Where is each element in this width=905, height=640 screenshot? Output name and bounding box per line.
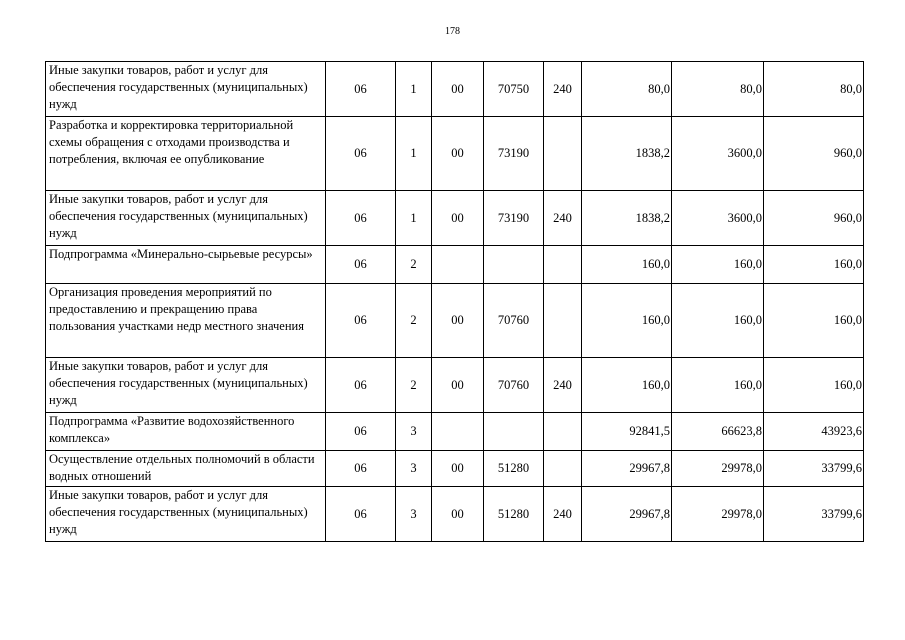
row-year3: 80,0 (764, 62, 864, 117)
table-row (46, 358, 864, 413)
row-section: 06 (326, 487, 396, 542)
row-code: 51280 (484, 451, 544, 487)
row-year1: 160,0 (582, 284, 672, 358)
row-subsection: 2 (396, 246, 432, 284)
row-year2: 29978,0 (672, 451, 764, 487)
row-year1: 29967,8 (582, 487, 672, 542)
row-program: 00 (432, 487, 484, 542)
table-row (46, 117, 864, 191)
row-year3: 43923,6 (764, 413, 864, 451)
row-expense-type (544, 117, 582, 191)
row-section: 06 (326, 358, 396, 413)
table-row (46, 62, 864, 117)
row-section: 06 (326, 413, 396, 451)
row-program: 00 (432, 284, 484, 358)
table-row (46, 246, 864, 284)
row-year1: 160,0 (582, 246, 672, 284)
row-expense-type (544, 451, 582, 487)
row-name: Иные закупки товаров, работ и услуг для обеспечения государственных (муниципальных) нужд (46, 62, 326, 117)
budget-table (45, 61, 864, 542)
row-section: 06 (326, 62, 396, 117)
row-subsection: 2 (396, 358, 432, 413)
row-year2: 3600,0 (672, 117, 764, 191)
row-year2: 3600,0 (672, 191, 764, 246)
row-year1: 92841,5 (582, 413, 672, 451)
row-program: 00 (432, 451, 484, 487)
row-code (484, 413, 544, 451)
row-code: 70750 (484, 62, 544, 117)
row-expense-type (544, 284, 582, 358)
row-code: 70760 (484, 358, 544, 413)
row-name: Разработка и корректировка территориальной схемы обращения с отходами производства и потребления, включая ее опубликование (46, 117, 326, 191)
row-year2: 160,0 (672, 246, 764, 284)
row-program: 00 (432, 117, 484, 191)
row-expense-type: 240 (544, 191, 582, 246)
row-year1: 29967,8 (582, 451, 672, 487)
row-subsection: 1 (396, 62, 432, 117)
row-year3: 33799,6 (764, 487, 864, 542)
row-year2: 66623,8 (672, 413, 764, 451)
row-section: 06 (326, 284, 396, 358)
row-subsection: 3 (396, 451, 432, 487)
row-section: 06 (326, 191, 396, 246)
row-program: 00 (432, 62, 484, 117)
row-year2: 29978,0 (672, 487, 764, 542)
row-subsection: 3 (396, 487, 432, 542)
row-year2: 160,0 (672, 358, 764, 413)
table-row (46, 487, 864, 542)
row-year3: 33799,6 (764, 451, 864, 487)
row-expense-type: 240 (544, 358, 582, 413)
row-code: 51280 (484, 487, 544, 542)
row-year2: 80,0 (672, 62, 764, 117)
row-code: 73190 (484, 191, 544, 246)
row-name: Осуществление отдельных полномочий в области водных отношений (46, 451, 326, 487)
page-number: 178 (445, 26, 460, 37)
row-expense-type (544, 413, 582, 451)
row-year3: 960,0 (764, 191, 864, 246)
row-year1: 1838,2 (582, 117, 672, 191)
row-program: 00 (432, 358, 484, 413)
table-row (46, 191, 864, 246)
row-code (484, 246, 544, 284)
row-year3: 160,0 (764, 284, 864, 358)
table-row (46, 451, 864, 487)
row-name: Иные закупки товаров, работ и услуг для обеспечения государственных (муниципальных) нужд (46, 358, 326, 413)
row-year3: 960,0 (764, 117, 864, 191)
row-year2: 160,0 (672, 284, 764, 358)
row-subsection: 3 (396, 413, 432, 451)
row-code: 73190 (484, 117, 544, 191)
table-row (46, 413, 864, 451)
row-expense-type (544, 246, 582, 284)
row-year3: 160,0 (764, 246, 864, 284)
row-section: 06 (326, 451, 396, 487)
row-name: Иные закупки товаров, работ и услуг для обеспечения государственных (муниципальных) нужд (46, 191, 326, 246)
row-subsection: 2 (396, 284, 432, 358)
row-section: 06 (326, 117, 396, 191)
row-program (432, 413, 484, 451)
row-year3: 160,0 (764, 358, 864, 413)
row-section: 06 (326, 246, 396, 284)
row-program: 00 (432, 191, 484, 246)
row-expense-type: 240 (544, 62, 582, 117)
row-year1: 80,0 (582, 62, 672, 117)
row-subsection: 1 (396, 117, 432, 191)
row-year1: 160,0 (582, 358, 672, 413)
row-name: Организация проведения мероприятий по предоставлению и прекращению права пользования участками недр местного значения (46, 284, 326, 358)
row-name: Подпрограмма «Минерально-сырьевые ресурсы» (46, 246, 326, 284)
row-expense-type: 240 (544, 487, 582, 542)
row-name: Подпрограмма «Развитие водохозяйственного комплекса» (46, 413, 326, 451)
row-name: Иные закупки товаров, работ и услуг для обеспечения государственных (муниципальных) нужд (46, 487, 326, 542)
row-subsection: 1 (396, 191, 432, 246)
table-row (46, 284, 864, 358)
row-year1: 1838,2 (582, 191, 672, 246)
row-code: 70760 (484, 284, 544, 358)
row-program (432, 246, 484, 284)
